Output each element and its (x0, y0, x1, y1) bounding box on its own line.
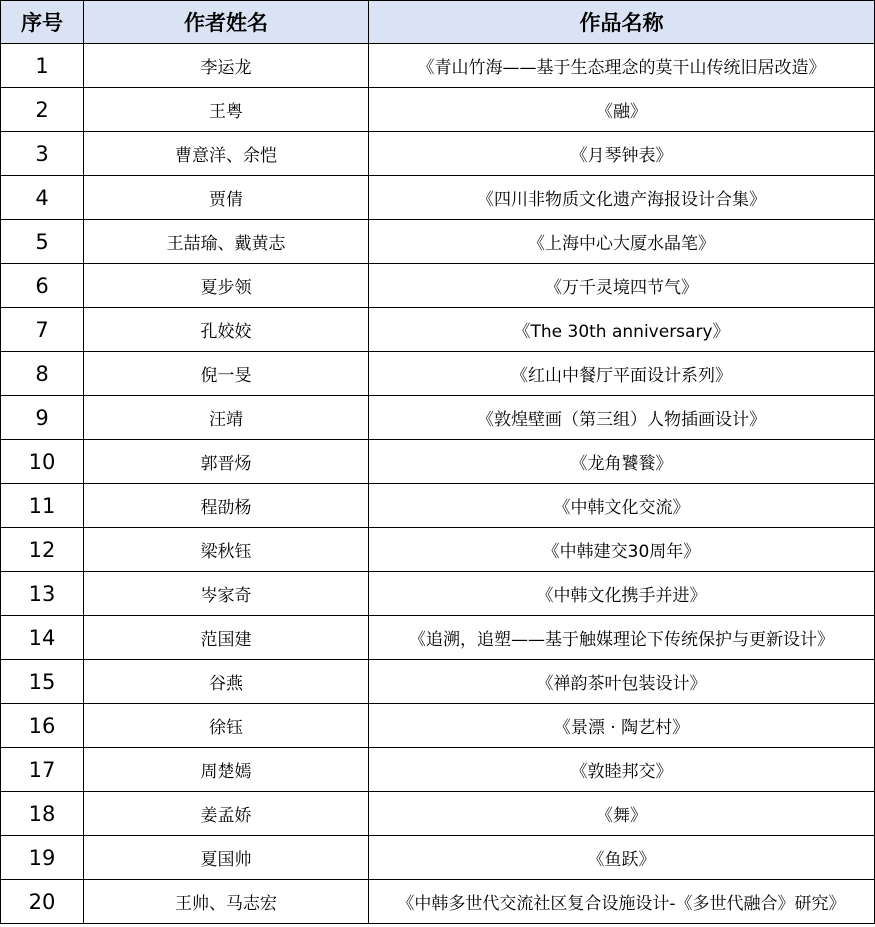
row-number: 7 (1, 308, 84, 352)
row-number: 5 (1, 220, 84, 264)
row-title: 《景漂 · 陶艺村》 (369, 704, 875, 748)
row-author: 李运龙 (84, 44, 369, 88)
row-number: 6 (1, 264, 84, 308)
table-row (1, 220, 875, 264)
table-row (1, 572, 875, 616)
table-row (1, 308, 875, 352)
row-number: 15 (1, 660, 84, 704)
row-title: 《月琴钟表》 (369, 132, 875, 176)
row-title: 《敦睦邦交》 (369, 748, 875, 792)
table-row (1, 44, 875, 88)
header-no: 序号 (1, 1, 84, 44)
row-title: 《敦煌壁画（第三组）人物插画设计》 (369, 396, 875, 440)
row-title: 《上海中心大厦水晶笔》 (369, 220, 875, 264)
row-number: 12 (1, 528, 84, 572)
table-row (1, 440, 875, 484)
table-row (1, 660, 875, 704)
row-author: 孔姣姣 (84, 308, 369, 352)
table-header (1, 1, 875, 44)
header-row (1, 1, 875, 44)
row-author: 姜孟娇 (84, 792, 369, 836)
row-number: 1 (1, 44, 84, 88)
table-row (1, 176, 875, 220)
row-author: 王喆瑜、戴黄志 (84, 220, 369, 264)
table-row (1, 484, 875, 528)
row-author: 郭晋炀 (84, 440, 369, 484)
row-title: 《鱼跃》 (369, 836, 875, 880)
table-row (1, 528, 875, 572)
row-author: 岑家奇 (84, 572, 369, 616)
row-number: 8 (1, 352, 84, 396)
row-title: 《追溯，追塑——基于触媒理论下传统保护与更新设计》 (369, 616, 875, 660)
row-title: 《融》 (369, 88, 875, 132)
row-number: 9 (1, 396, 84, 440)
row-number: 13 (1, 572, 84, 616)
row-title: 《The 30th anniversary》 (369, 308, 875, 352)
row-author: 周楚嫣 (84, 748, 369, 792)
row-number: 10 (1, 440, 84, 484)
table-row (1, 836, 875, 880)
row-title: 《中韩建交30周年》 (369, 528, 875, 572)
table-body (1, 44, 875, 924)
row-number: 16 (1, 704, 84, 748)
row-author: 夏步领 (84, 264, 369, 308)
row-title: 《禅韵茶叶包装设计》 (369, 660, 875, 704)
table-row (1, 264, 875, 308)
table-row (1, 396, 875, 440)
row-author: 徐钰 (84, 704, 369, 748)
row-title: 《红山中餐厅平面设计系列》 (369, 352, 875, 396)
row-title: 《万千灵境四节气》 (369, 264, 875, 308)
row-number: 18 (1, 792, 84, 836)
table-row (1, 792, 875, 836)
row-number: 20 (1, 880, 84, 924)
header-title: 作品名称 (369, 1, 875, 44)
row-author: 贾倩 (84, 176, 369, 220)
table-row (1, 704, 875, 748)
table-row (1, 880, 875, 924)
row-author: 范国建 (84, 616, 369, 660)
table-row (1, 616, 875, 660)
table-row (1, 132, 875, 176)
header-author: 作者姓名 (84, 1, 369, 44)
row-title: 《舞》 (369, 792, 875, 836)
row-number: 3 (1, 132, 84, 176)
row-author: 汪靖 (84, 396, 369, 440)
row-author: 谷燕 (84, 660, 369, 704)
row-number: 4 (1, 176, 84, 220)
row-author: 王帅、马志宏 (84, 880, 369, 924)
table-row (1, 748, 875, 792)
row-number: 14 (1, 616, 84, 660)
row-title: 《中韩文化交流》 (369, 484, 875, 528)
row-author: 程劭杨 (84, 484, 369, 528)
row-title: 《中韩文化携手并进》 (369, 572, 875, 616)
row-author: 夏国帅 (84, 836, 369, 880)
table-row (1, 88, 875, 132)
row-number: 17 (1, 748, 84, 792)
row-title: 《中韩多世代交流社区复合设施设计-《多世代融合》研究》 (369, 880, 875, 924)
row-number: 2 (1, 88, 84, 132)
table-row (1, 352, 875, 396)
row-title: 《青山竹海——基于生态理念的莫干山传统旧居改造》 (369, 44, 875, 88)
row-number: 19 (1, 836, 84, 880)
row-author: 王粤 (84, 88, 369, 132)
row-number: 11 (1, 484, 84, 528)
row-title: 《四川非物质文化遗产海报设计合集》 (369, 176, 875, 220)
row-author: 倪一旻 (84, 352, 369, 396)
row-title: 《龙角饕餮》 (369, 440, 875, 484)
row-author: 梁秋钰 (84, 528, 369, 572)
row-author: 曹意洋、余恺 (84, 132, 369, 176)
